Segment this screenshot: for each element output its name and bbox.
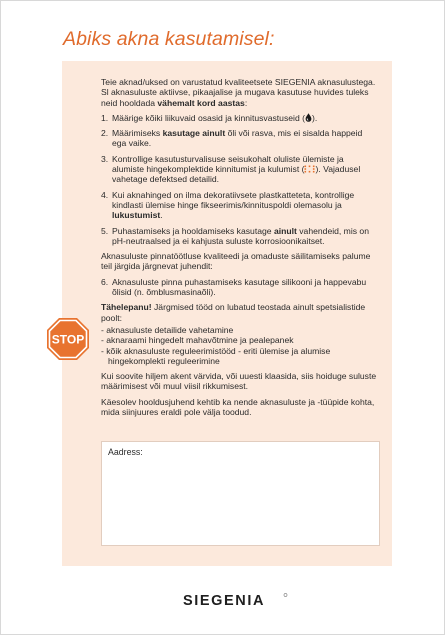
step-number: 4. [101, 189, 109, 200]
page-title: Abiks akna kasutamisel: [63, 28, 275, 50]
list-item [101, 113, 383, 123]
step-number: 1. [101, 112, 109, 123]
step-bold: kasutage ainult [162, 128, 226, 139]
list-item [101, 190, 383, 221]
attention-paragraph [101, 302, 383, 323]
step6-list [101, 277, 383, 298]
step-text: Määrige kõiki liikuvaid osasid ja kinnitusvastuseid ( [112, 112, 305, 123]
hinge-dots-icon [304, 165, 315, 173]
attention-text: Järgmised tööd on lubatud teostada ainult spetsialistide poolt: [101, 302, 366, 323]
stop-sign-label: STOP [51, 332, 85, 347]
step-text: Määrimiseks [112, 128, 163, 139]
step-text-end: õli või rasva, mis ei sisalda happeid ega vaike. [112, 128, 363, 149]
logo-text: SIEGENIA [182, 593, 266, 609]
step-number: 5. [101, 225, 109, 236]
oil-drop-icon [305, 113, 312, 122]
step-text-end: . [160, 210, 163, 221]
list-item [101, 128, 383, 149]
list-item [101, 154, 383, 185]
intro-bold: vähemalt kord aastas [157, 97, 245, 108]
specialist-list [101, 325, 383, 366]
step-text-end: ). Vajadusel vahetage defektsed detailid. [112, 164, 361, 185]
list-item: - aknaraami hingedelt mahavõtmine ja pealepanek [101, 335, 294, 346]
step-bold: lukustumist [112, 210, 161, 221]
list-item: - kõik aknasuluste reguleerimistööd - eriti ülemise ja alumise [101, 345, 331, 356]
address-box [101, 441, 380, 546]
step-text-end: vahendeid, mis on pH-neutraalsed ja ei kahjusta suluste korrosioonikaitset. [112, 225, 369, 246]
steps-list [101, 113, 383, 246]
intro-paragraph [101, 77, 383, 108]
intro-text: Teie aknad/uksed on varustatud kvaliteetsete SIEGENIA aknasulustega. Sl aknasuluste aktiivse, pikaajalise ja mugava kasutuse huvides tuleks neid hooldada [101, 77, 376, 108]
stop-sign-icon [46, 317, 90, 361]
step-text: Kui aknahinged on ilma dekoratiivsete plastkatteteta, kontrollige kindlasti ülemise hinge fikseerimis/kinnituspoldi olemasolu ja [112, 189, 355, 210]
step-number: 6. [101, 276, 109, 287]
attention-bold: Tähelepanu! [101, 302, 152, 313]
step-number: 3. [101, 153, 109, 164]
step-text: Kontrollige kasutusturvalisuse seisukohalt oluliste ülemiste ja alumiste hingekomplektide kinnitumist ja kulumist ( [112, 153, 344, 175]
step-text: Aknasuluste pinna puhastamiseks kasutage silikooni ja happevabu õlisid (n. õmblusmasinaõli). [112, 276, 367, 298]
step-bold: ainult [273, 225, 297, 236]
step-text: Puhastamiseks ja hooldamiseks kasutage [112, 225, 274, 236]
siegenia-logo [160, 591, 288, 609]
guide-paragraph: Käesolev hooldusjuhend kehtib ka nende aknasuluste ja -tüüpide kohta, mida siinjuures eraldi pole välja toodud. [101, 396, 375, 418]
list-item [101, 277, 383, 298]
step-number: 2. [101, 128, 109, 139]
step-text-end: ). [311, 112, 318, 123]
list-item: - aknasuluste detailide vahetamine [101, 324, 234, 335]
paint-paragraph: Kui soovite hiljem akent värvida, või uuesti klaasida, siis hoiduge suluste määrimisest või muul viisil rikkumisest. [101, 371, 377, 392]
address-label: Aadress: [108, 447, 143, 457]
list-item [101, 226, 383, 247]
list-item: hingekomplekti reguleerimine [108, 355, 220, 366]
surface-paragraph: Aknasuluste pinnatöötluse kvaliteedi ja omaduste säilitamiseks palume teil järgida järgnevat juhendit: [101, 251, 371, 272]
maintenance-text [101, 77, 383, 422]
intro-end: : [244, 97, 248, 108]
